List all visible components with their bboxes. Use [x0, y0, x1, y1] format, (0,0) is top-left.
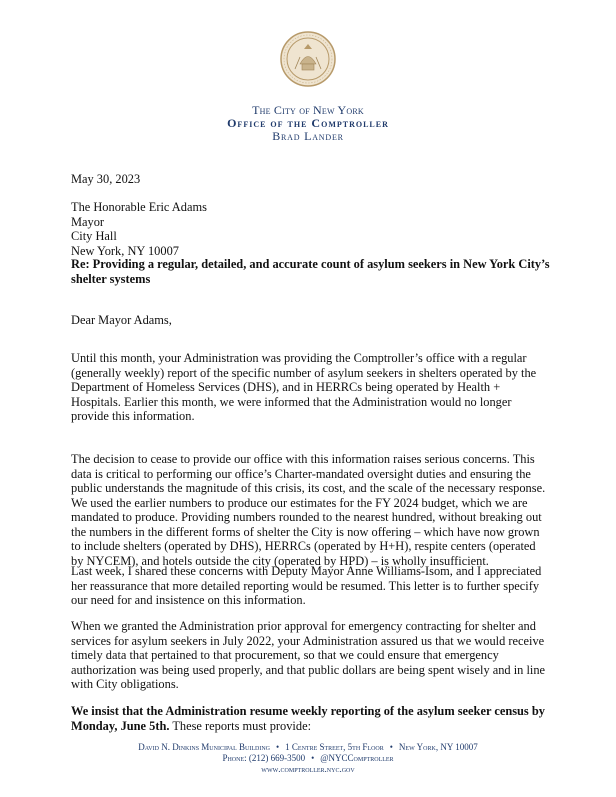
footer-phone: Phone: (212) 669-3500	[222, 753, 306, 763]
letterhead-city: The City of New York	[252, 103, 364, 117]
footer-twitter[interactable]: @NYCComptroller	[320, 753, 394, 763]
footer-city: New York, NY 10007	[398, 742, 478, 752]
salutation: Dear Mayor Adams,	[71, 313, 172, 327]
subject-line: Re: Providing a regular, detailed, and accurate count of asylum seekers in New York City’s shelter systems	[71, 257, 550, 286]
bullet-icon: •	[276, 742, 280, 752]
footer-building: David N. Dinkins Municipal Building	[138, 742, 271, 752]
body-paragraph: Last week, I shared these concerns with Deputy Mayor Anne Williams-Isom, and I appreciated her reassurance that more detailed reporting would be resumed. This letter is to further specify our need for and insistence on this information.	[71, 564, 542, 608]
body-paragraph: Until this month, your Administration was providing the Comptroller’s office with a regular (generally weekly) report of the specific number of asylum seekers in shelters operated by the Department of Homeless Services (DHS), and in HERRCs being operated by Health + Hospitals. Earlier this month, we were informed that the Administration would no longer provide this information.	[71, 351, 537, 424]
letter-date: May 30, 2023	[71, 172, 141, 186]
address-line: New York, NY 10007	[71, 243, 179, 258]
footer	[0, 742, 616, 775]
letterhead-office: Office of the Comptroller	[227, 116, 389, 130]
body-paragraph: When we granted the Administration prior approval for emergency contracting for shelter and services for asylum seekers in July 2022, your Administration assured us that we would receive timely data that pertained to that procurement, so that we could ensure that emergency authorization was being used properly, and that public dollars are being spent wisely and in line with City obligations.	[71, 619, 546, 692]
footer-address	[0, 742, 616, 753]
letterhead-name: Brad Lander	[272, 129, 344, 143]
body-paragraph: The decision to cease to provide our office with this information raises serious concerns. This data is critical to performing our office’s Charter-mandated oversight duties and ensuring the public understands the magnitude of this crisis, its cost, and the scale of the necessary response. We used the earlier numbers to produce our estimates for the FY 2024 budget, which we are mandated to produce. Providing numbers rounded to the nearest hundred, without breaking out the numbers in the different forms of shelter the City is now offering – which have now grown to include shelters (operated by DHS), HERRCs (operated by H+H), respite centers (operated by NYCEM), and hotels outside the city (operated by HPD) – is wholly insufficient.	[71, 452, 546, 568]
final-paragraph-rest: These reports must provide:	[169, 718, 312, 733]
footer-contact	[0, 753, 616, 764]
final-paragraph	[71, 704, 551, 733]
footer-street: 1 Centre Street, 5th Floor	[285, 742, 384, 752]
city-seal-icon	[280, 31, 336, 87]
address-line: The Honorable Eric Adams	[71, 200, 207, 214]
bullet-icon: •	[311, 753, 315, 763]
bullet-icon: •	[389, 742, 393, 752]
recipient-address	[71, 200, 551, 258]
final-paragraph-bold: We insist that the Administration resume weekly reporting of the asylum seeker census by Monday, June 5th.	[71, 704, 545, 733]
letterhead	[0, 104, 616, 143]
address-line: Mayor	[71, 214, 105, 229]
address-line: City Hall	[71, 229, 117, 243]
footer-website[interactable]: www.comptroller.nyc.gov	[261, 764, 355, 774]
